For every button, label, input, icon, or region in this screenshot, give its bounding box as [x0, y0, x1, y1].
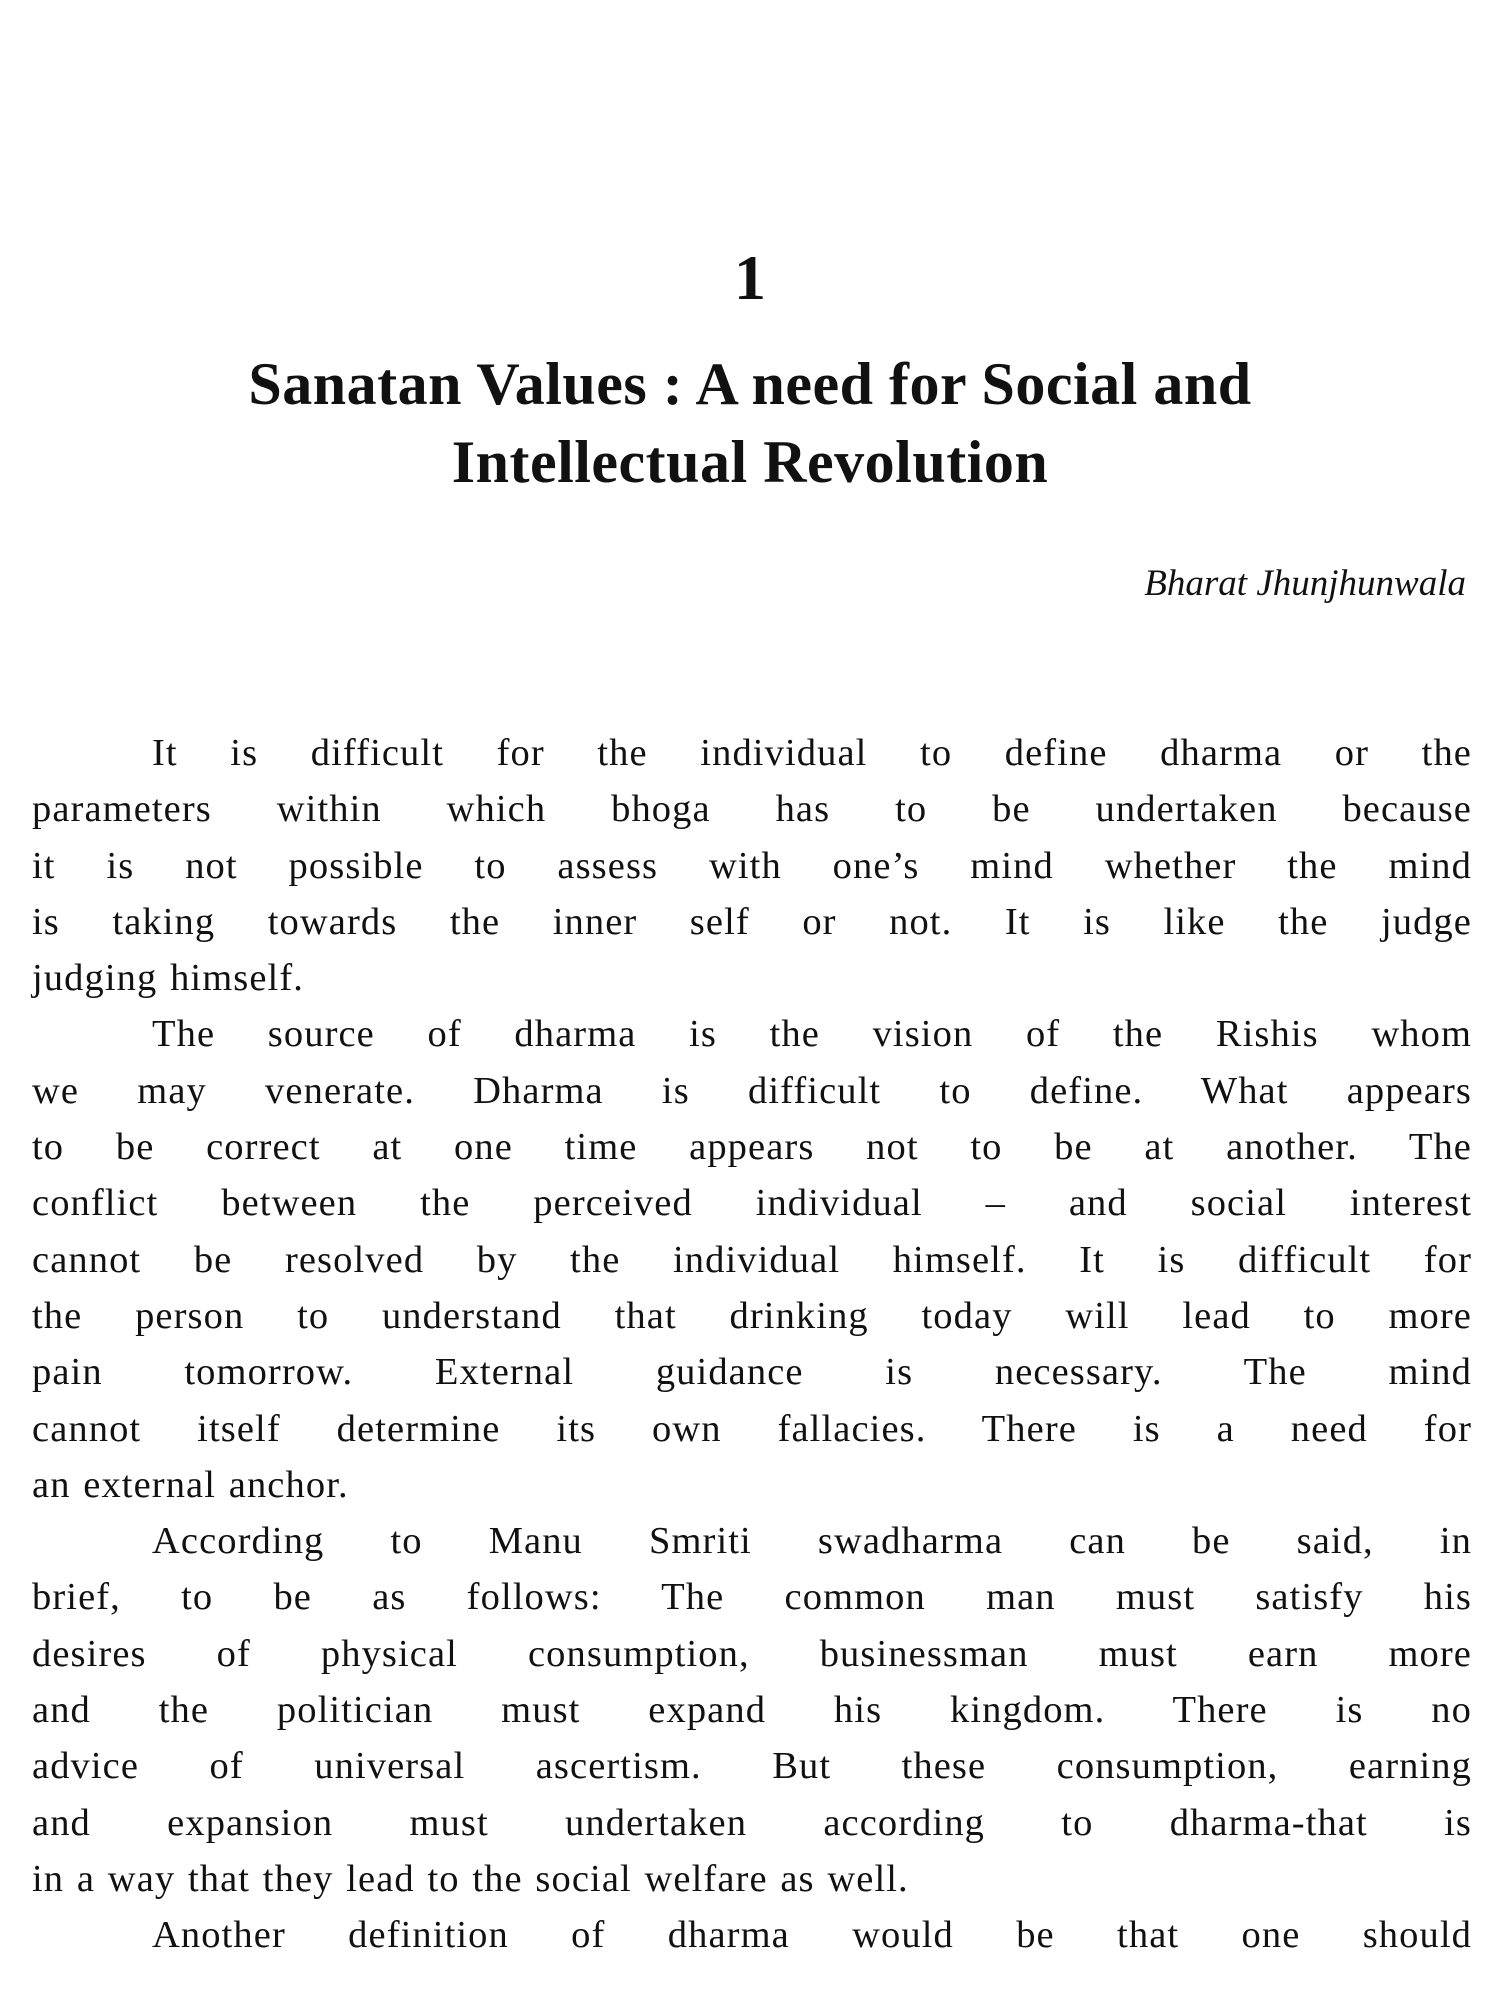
- text-line: conflict between the perceived individual – and social interest: [32, 1182, 1472, 1225]
- text-line: we may venerate. Dharma is difficult to define. What appears: [32, 1069, 1472, 1112]
- text-line: to be correct at one time appears not to be at another. The: [32, 1126, 1472, 1169]
- text-line: the person to understand that drinking today will lead to more: [32, 1294, 1472, 1337]
- chapter-title-line-2: Intellectual Revolution: [451, 429, 1049, 495]
- chapter-number: 1: [734, 242, 766, 313]
- body-text: [32, 725, 1472, 1964]
- text-line: cannot be resolved by the individual himself. It is difficult for: [32, 1238, 1472, 1281]
- chapter-title-line-1: Sanatan Values : A need for Social and: [248, 351, 1252, 417]
- text-line: advice of universal ascertism. But these consumption, earning: [32, 1745, 1472, 1788]
- text-line: parameters within which bhoga has to be undertaken because: [32, 788, 1472, 831]
- text-line: Another definition of dharma would be that one should: [152, 1914, 1472, 1957]
- text-line: desires of physical consumption, businessman must earn more: [32, 1632, 1472, 1675]
- author-name: Bharat Jhunjhunwala: [1144, 563, 1466, 604]
- text-line: judging himself.: [32, 957, 304, 1000]
- text-line: an external anchor.: [32, 1463, 349, 1506]
- text-line: in a way that they lead to the social welfare as well.: [32, 1857, 909, 1900]
- text-line: and expansion must undertaken according to dharma-that is: [32, 1801, 1472, 1844]
- text-line: It is difficult for the individual to define dharma or the: [152, 732, 1472, 774]
- text-line: is taking towards the inner self or not. It is like the judge: [32, 900, 1472, 943]
- text-line: pain tomorrow. External guidance is necessary. The mind: [32, 1351, 1472, 1394]
- chapter-title: [60, 345, 1440, 501]
- text-line: According to Manu Smriti swadharma can be said, in: [152, 1520, 1472, 1563]
- text-line: it is not possible to assess with one’s mind whether the mind: [32, 844, 1472, 887]
- text-line: and the politician must expand his kingdom. There is no: [32, 1689, 1472, 1732]
- text-line: The source of dharma is the vision of the Rishis whom: [152, 1013, 1472, 1056]
- text-line: cannot itself determine its own fallacies. There is a need for: [32, 1407, 1472, 1450]
- text-line: brief, to be as follows: The common man must satisfy his: [32, 1576, 1472, 1619]
